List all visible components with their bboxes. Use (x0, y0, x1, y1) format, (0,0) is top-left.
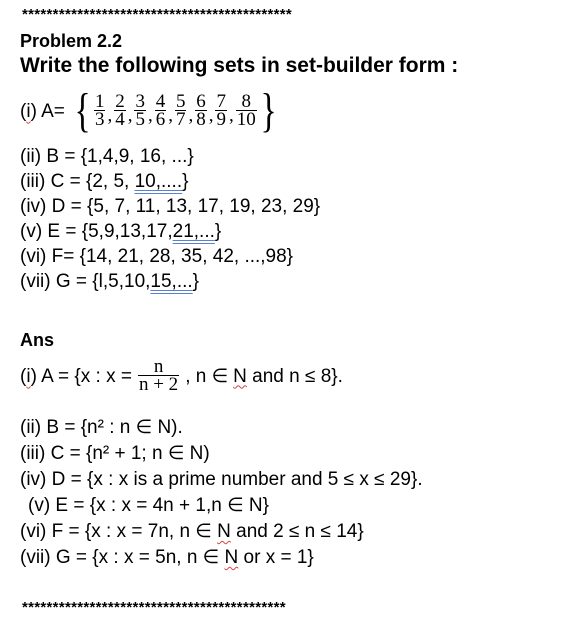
fraction-denominator: 6 (155, 109, 166, 130)
question-line (20, 220, 221, 243)
top-separator-stars: ******************************************** (22, 6, 293, 23)
fraction-denominator: 5 (135, 109, 145, 130)
answer-i-prefix: (i) A = {x : x = (20, 365, 132, 387)
question-text: (iv) D = {5, 7, 11, 13, 17, 19, 23, 29} (20, 196, 321, 217)
fraction-separator: , (147, 105, 153, 126)
fraction-denominator: 8 (196, 109, 206, 130)
answer-line: (iii) C = {n² + 1; n ∈ N) (20, 443, 210, 464)
fraction-numerator: 5 (175, 91, 186, 112)
question-line (20, 195, 320, 218)
answer-i-fraction (138, 358, 179, 394)
fraction-numerator: 7 (216, 91, 226, 112)
fraction-denominator: 7 (175, 109, 186, 130)
fraction-denominator: 10 (236, 109, 256, 130)
answer-vii (20, 546, 314, 569)
question-text-end: } (192, 271, 200, 292)
question-text: (vii) G = {l,5,10, (20, 271, 151, 292)
fraction-denominator: 3 (94, 109, 105, 130)
answer-vi-pre: (vi) F = {x : x = 7n, n ∈ (20, 521, 218, 542)
answer-vi-natural-N: N (217, 521, 231, 542)
roman-i-underlined: i (26, 100, 31, 122)
problem-heading: Problem 2.2 (20, 31, 123, 51)
left-brace: { (74, 84, 91, 137)
answer-vi-post: and 2 ≤ n ≤ 14} (230, 521, 364, 542)
question-text: (ii) B = {1,4,9, 16, ...} (20, 146, 194, 167)
answer-i (20, 358, 343, 394)
question-i-label: (i) A= (20, 100, 65, 122)
fraction-numerator: 3 (135, 91, 145, 112)
answer-i-suffix: and n ≤ 8}. (246, 365, 343, 387)
question-underlined-text: 15,... (150, 271, 193, 292)
answer-line: (v) E = {x : x = 4n + 1,n ∈ N} (28, 495, 269, 516)
answer-line: (iv) D = {x : x is a prime number and 5 ≤ x ≤ 29}. (20, 469, 423, 490)
answer-i-natural-N: N (233, 365, 247, 387)
question-text: (v) E = {5,9,13,17, (20, 221, 173, 242)
question-underlined-text: 10,.... (134, 171, 183, 192)
question-line (20, 170, 188, 193)
question-line (20, 245, 293, 268)
question-i (20, 84, 280, 137)
instruction-text: Write the following sets in set-builder form : (20, 54, 459, 77)
fraction-numerator: 2 (115, 91, 125, 112)
fraction-numerator: 8 (241, 91, 251, 112)
question-text: (vi) F= {14, 21, 28, 35, 42, ...,98} (20, 246, 294, 267)
question-text-end: } (182, 171, 189, 192)
fraction-numerator: n (153, 356, 164, 377)
fraction-separator: , (228, 105, 234, 126)
question-underlined-text: 21,... (172, 221, 215, 242)
set-a-fraction (94, 93, 106, 129)
answer-vii-post: or x = 1} (238, 547, 314, 568)
set-a-fraction (175, 93, 187, 129)
answer-vii-pre: (vii) G = {x : x = 5n, n ∈ (20, 547, 225, 568)
right-brace: } (260, 84, 277, 137)
answer-vi (20, 520, 364, 543)
question-line (20, 145, 194, 168)
fraction-denominator: 9 (216, 109, 226, 130)
set-a-fraction (195, 93, 207, 129)
fraction-numerator: 6 (196, 91, 206, 112)
fraction-numerator: 4 (155, 91, 166, 112)
fraction-separator: , (107, 105, 113, 126)
set-a-fraction (134, 93, 146, 129)
question-text-end: } (214, 221, 222, 242)
fraction-denominator: 4 (115, 109, 125, 130)
set-a-fraction (215, 93, 227, 129)
set-a-fraction (236, 93, 257, 129)
fraction-numerator: 1 (94, 91, 105, 112)
fraction-denominator: n + 2 (138, 374, 179, 395)
fraction-separator: , (168, 105, 173, 126)
fraction-separator: , (127, 105, 133, 126)
fraction-list (92, 93, 259, 129)
set-a-fraction (114, 93, 126, 129)
fraction-separator: , (208, 105, 214, 126)
answer-line: (ii) B = {n² : n ∈ N). (20, 417, 183, 438)
set-a-fraction (155, 93, 167, 129)
answer-vii-natural-N: N (224, 547, 239, 568)
answer-i-mid: , n ∈ (185, 365, 229, 387)
question-line (20, 270, 199, 293)
bottom-separator-stars: ******************************************* (22, 599, 286, 616)
question-text: (iii) C = {2, 5, (20, 171, 135, 192)
answers-heading: Ans (20, 330, 55, 350)
fraction-separator: , (188, 105, 194, 126)
